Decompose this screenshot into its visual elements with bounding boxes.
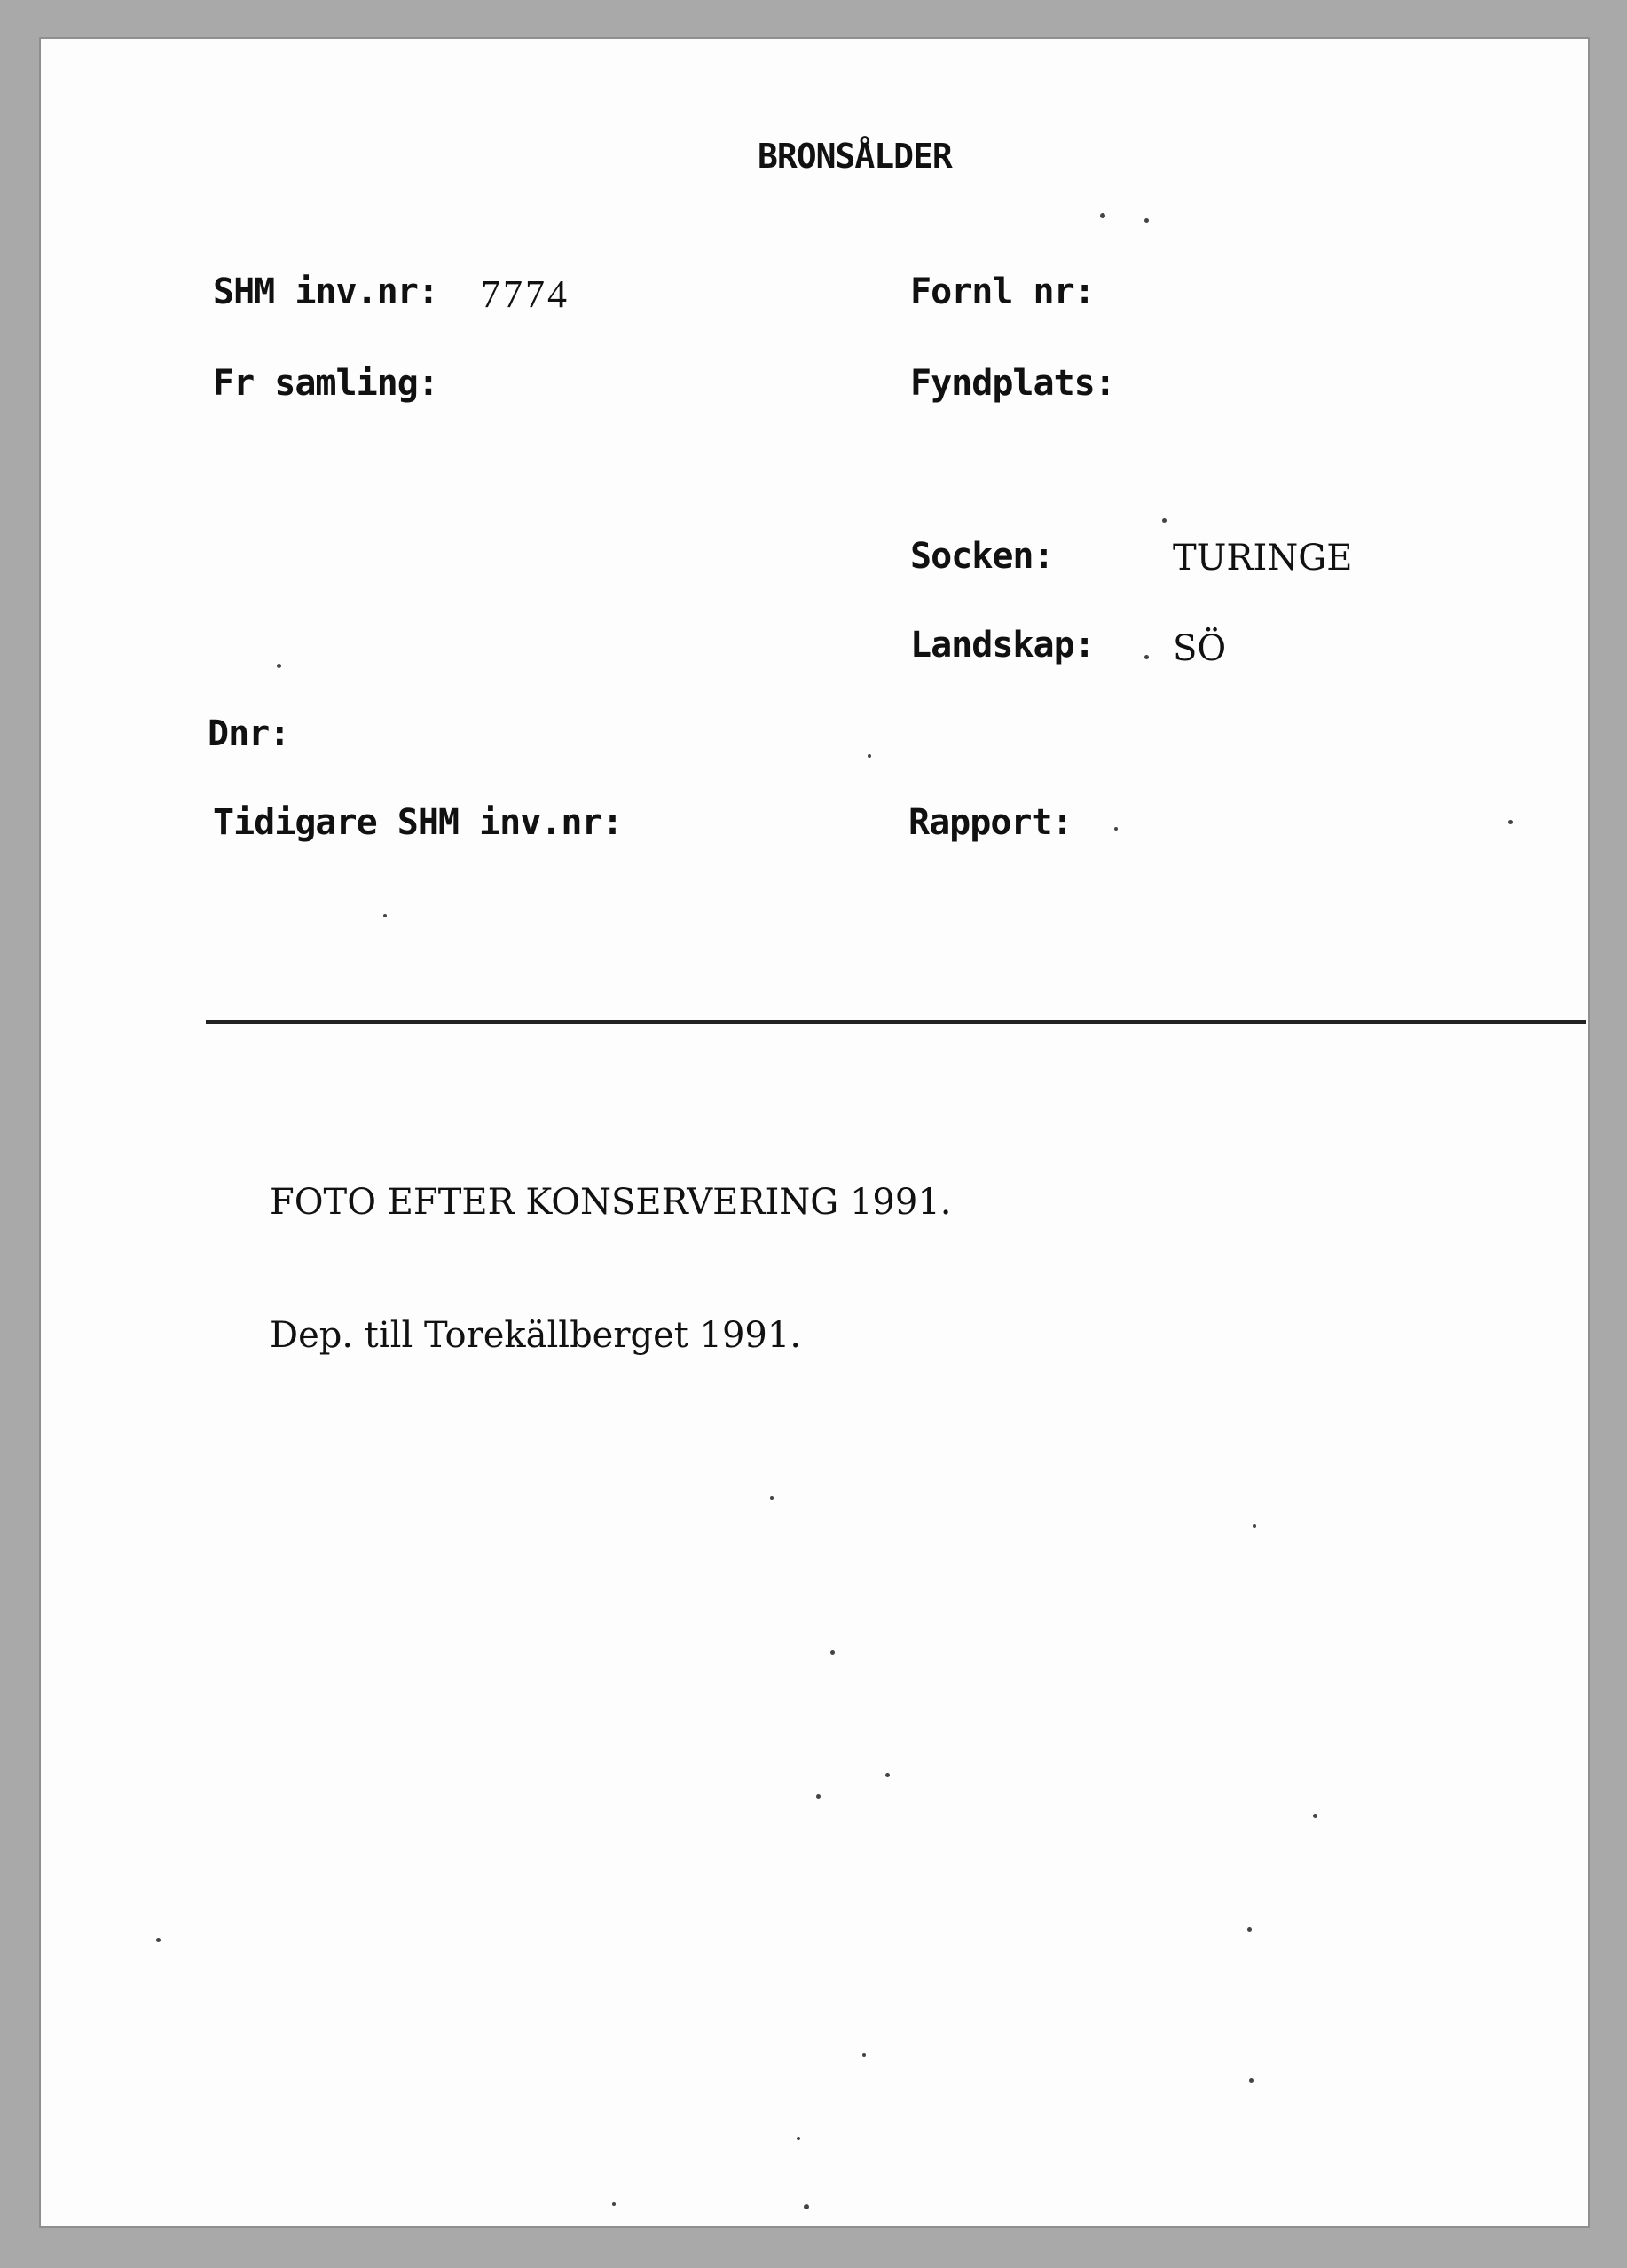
scan-speck [1249,2078,1254,2083]
scan-speck [868,754,871,758]
dnr-label: Dnr: [208,713,290,754]
scan-speck [1100,213,1105,218]
shm-inv-value: 7774 [481,272,570,316]
scan-speck [770,1496,774,1500]
note-line-2: Dep. till Torekällberget 1991. [270,1315,802,1356]
socken-value: TURINGE [1173,538,1353,579]
landskap-label: Landskap: [910,625,1095,665]
rapport-label: Rapport: [908,802,1073,843]
scan-speck [862,2053,866,2057]
scan-speck [612,2202,616,2206]
scan-speck [804,2204,809,2209]
scan-speck [1114,827,1118,831]
fornl-label: Fornl nr: [910,272,1095,312]
scan-speck [1253,1524,1256,1528]
scan-speck [1508,820,1513,824]
scan-speck [383,914,387,917]
scan-speck [156,1938,161,1942]
catalog-card [41,39,1588,2226]
scan-speck [816,1794,821,1799]
scan-speck [885,1773,890,1777]
scan-speck [1144,655,1149,659]
tidigare-label: Tidigare SHM inv.nr: [213,802,623,843]
scan-speck [1162,518,1167,523]
card-header: BRONSÅLDER [758,137,952,176]
scan-speck [277,664,281,668]
socken-label: Socken: [910,536,1054,577]
shm-inv-label: SHM inv.nr: [213,272,438,312]
scan-speck [1247,1927,1252,1932]
scan-speck [1313,1814,1317,1818]
scan-speck [797,2137,800,2140]
scan-speck [1144,218,1149,223]
scan-speck [830,1650,835,1655]
fyndplats-label: Fyndplats: [910,363,1115,404]
note-line-1: FOTO EFTER KONSERVERING 1991. [270,1182,952,1223]
landskap-value: SÖ [1173,628,1227,669]
divider-line [206,1020,1586,1024]
fr-samling-label: Fr samling: [213,363,438,404]
